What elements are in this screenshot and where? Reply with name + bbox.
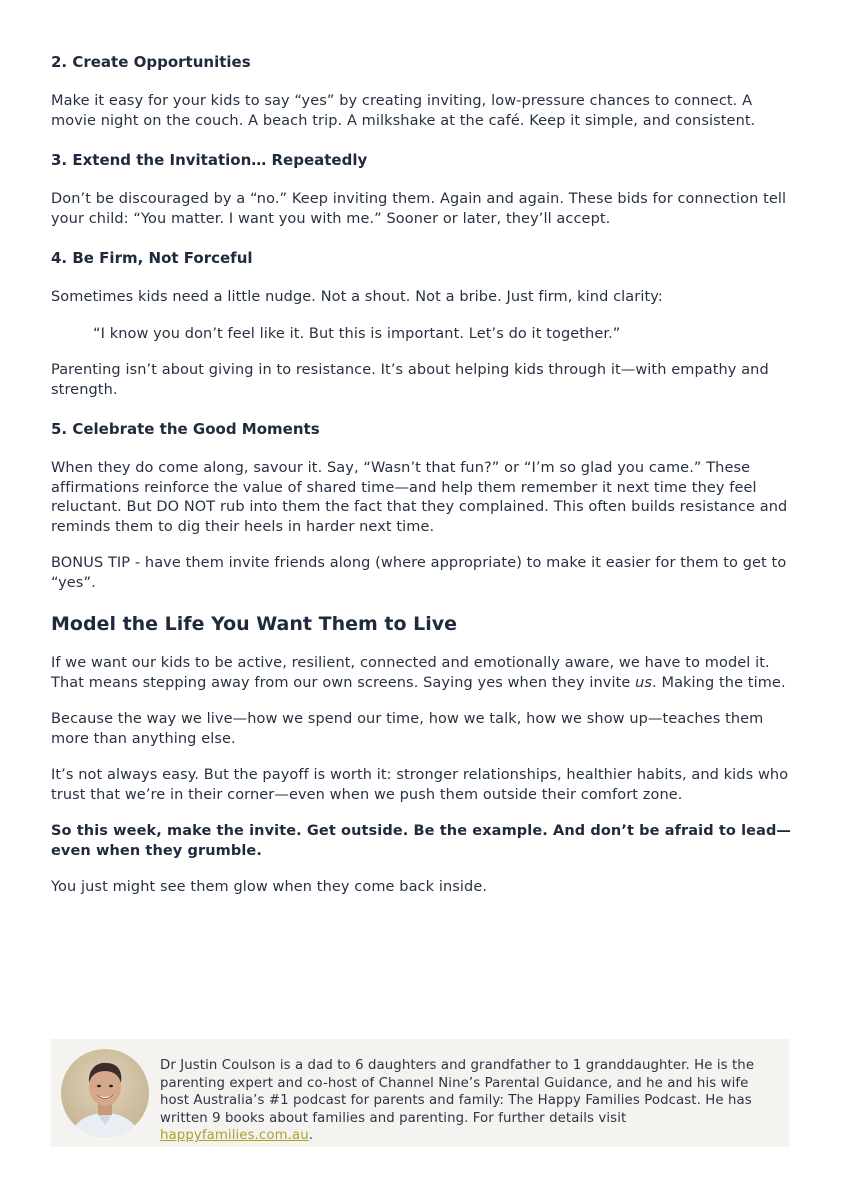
paragraph: Because the way we live—how we spend our time, how we talk, how we show up—teaches them more than anything else. <box>51 711 764 747</box>
paragraph: Make it easy for your kids to say “yes” by creating inviting, low-pressure chances to connect. A movie night on the couch. A beach trip. A milkshake at the café. Keep it simple, and consistent. <box>51 93 756 129</box>
paragraph: Don’t be discouraged by a “no.” Keep inviting them. Again and again. These bids for connection tell your child: “You matter. I want you with me.” Sooner or later, they’ll accept. <box>51 191 787 227</box>
bio-text-end: . <box>308 1128 314 1143</box>
bold-callout: So this week, make the invite. Get outside. Be the example. And don’t be afraid to lead—even when they grumble. <box>51 823 792 859</box>
paragraph: When they do come along, savour it. Say, “Wasn’t that fun?” or “I’m so glad you came.” These affirmations reinforce the value of shared time—and help them remember it next time they feel reluctant. But DO NOT rub into them the fact that they complained. This often builds resistance and reminds them to dig their heels in harder next time. <box>51 460 788 535</box>
paragraph: You just might see them glow when they come back inside. <box>51 879 488 895</box>
paragraph <box>51 654 801 693</box>
model-heading: Model the Life You Want Them to Live <box>51 613 458 635</box>
author-avatar <box>61 1049 149 1137</box>
section-heading-be-firm: 4. Be Firm, Not Forceful <box>51 249 253 267</box>
paragraph: Sometimes kids need a little nudge. Not a shout. Not a bribe. Just firm, kind clarity: <box>51 289 663 305</box>
paragraph-text: If we want our kids to be active, resilient, connected and emotionally aware, we have to model it. That means stepping away from our own screens. Saying yes when they invite <box>51 655 770 691</box>
section-heading-celebrate: 5. Celebrate the Good Moments <box>51 420 320 438</box>
paragraph: Parenting isn’t about giving in to resistance. It’s about helping kids through it—with empathy and strength. <box>51 362 769 398</box>
bio-text: Dr Justin Coulson is a dad to 6 daughters and grandfather to 1 granddaughter. He is the parenting expert and co-host of Channel Nine’s Parental Guidance, and he and his wife host Australia’s #1 podcast for parents and family: The Happy Families Podcast. He has written 9 books about families and parenting. For further details visit <box>160 1058 755 1126</box>
author-photo-icon <box>61 1049 149 1137</box>
article-body <box>51 50 801 915</box>
section-heading-create-opportunities: 2. Create Opportunities <box>51 53 251 71</box>
emphasis-us: us <box>635 674 653 691</box>
bonus-tip: BONUS TIP - have them invite friends along (where appropriate) to make it easier for them to get to “yes”. <box>51 555 787 591</box>
author-bio-text <box>160 1057 780 1145</box>
happyfamilies-link[interactable]: happyfamilies.com.au <box>160 1128 309 1143</box>
author-bio-box <box>51 1039 789 1147</box>
section-heading-extend-invitation: 3. Extend the Invitation… Repeatedly <box>51 151 368 169</box>
paragraph: It’s not always easy. But the payoff is worth it: stronger relationships, healthier habits, and kids who trust that we’re in their corner—even when we push them outside their comfort zone. <box>51 767 789 803</box>
quote: “I know you don’t feel like it. But this is important. Let’s do it together.” <box>93 325 621 342</box>
paragraph-text: . Making the time. <box>652 674 786 691</box>
